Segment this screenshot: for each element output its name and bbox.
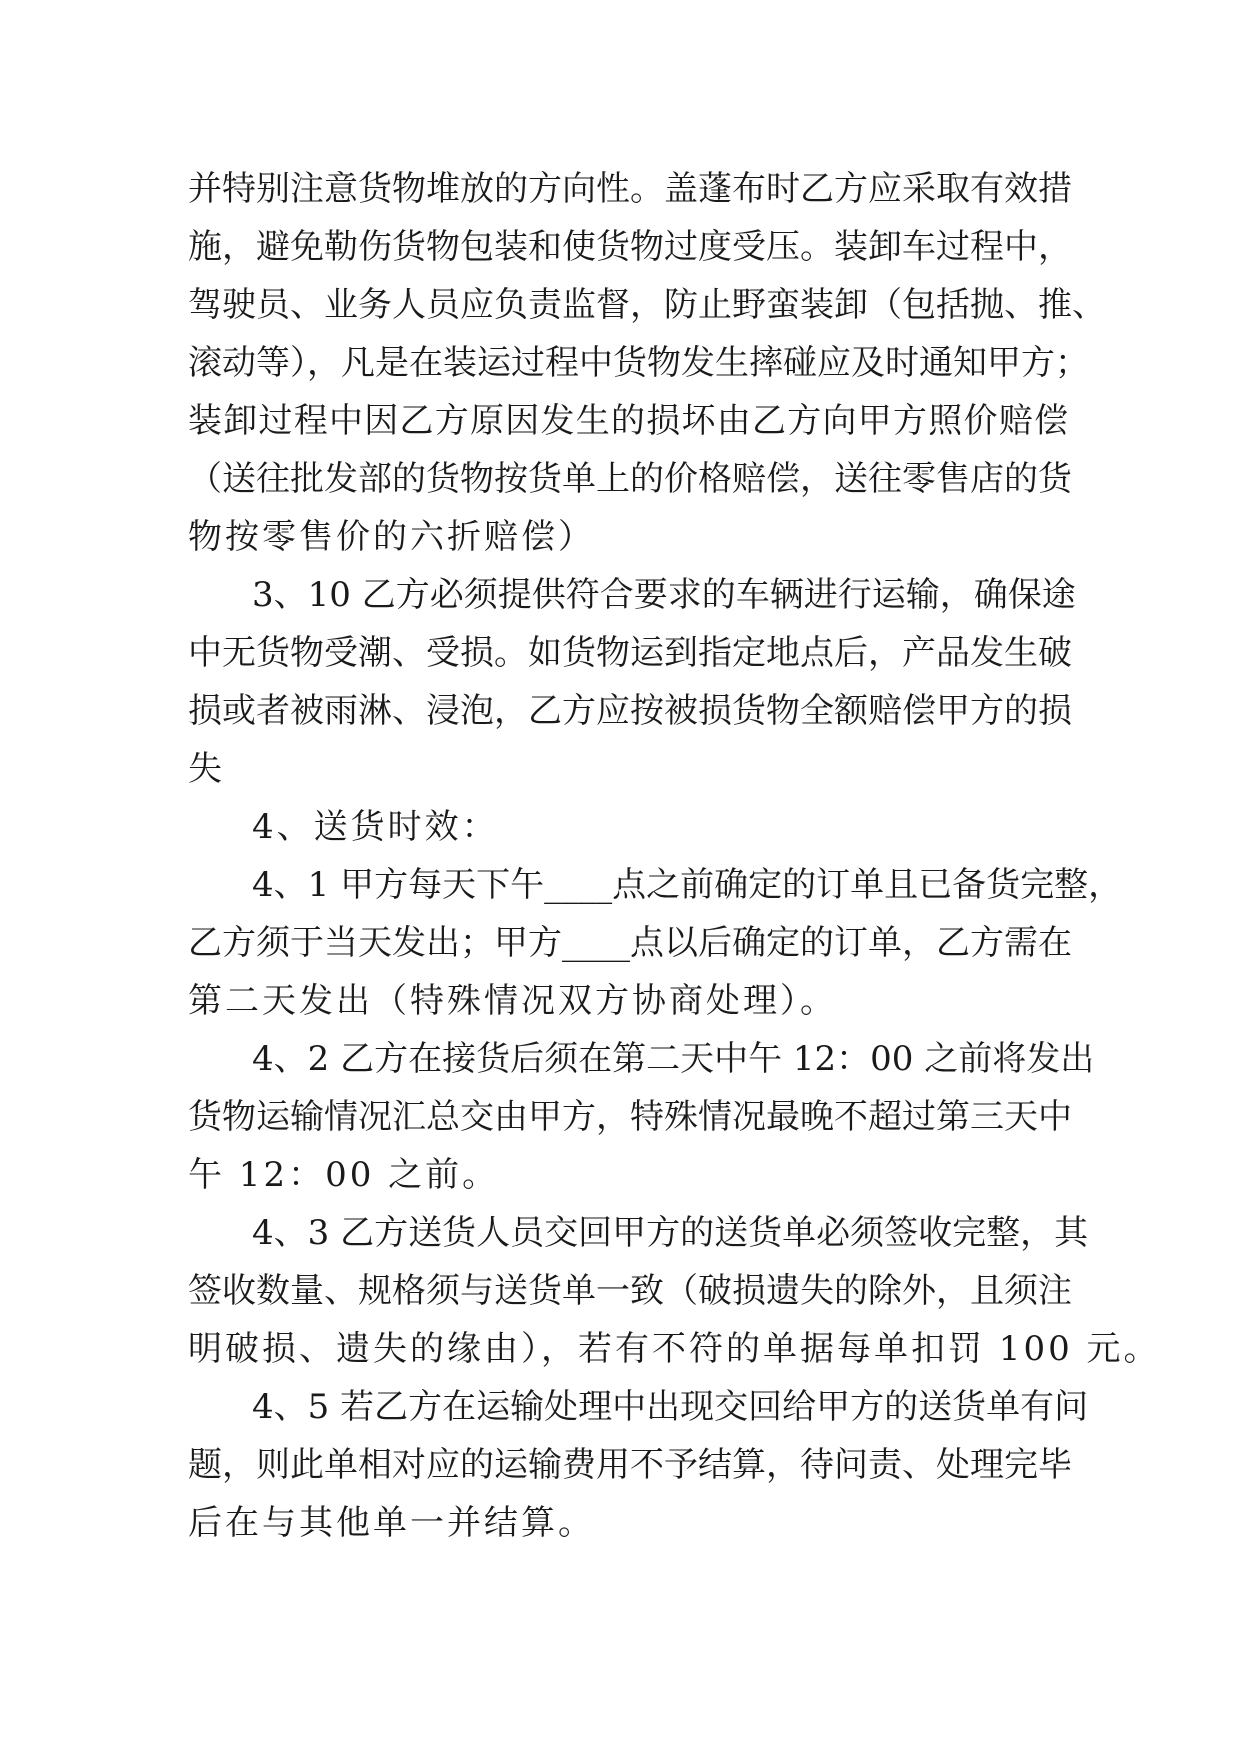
- section-heading: 4、送货时效：: [252, 807, 499, 847]
- paragraph-4-5-settlement: [188, 1378, 1089, 1552]
- text-line: 第二天发出（特殊情况双方协商处理）。: [188, 981, 837, 1021]
- text-line: 失: [188, 749, 225, 789]
- text-line: 明破损、遗失的缘由），若有不符的单据每单扣罚 100 元。: [188, 1329, 1161, 1369]
- text-line: 午 12：00 之前。: [188, 1155, 500, 1195]
- text-line: （送往批发部的货物按货单上的价格赔偿，送往零售店的货: [188, 459, 1072, 499]
- text-line: 4、2 乙方在接货后须在第二天中午 12：00 之前将发出: [252, 1039, 1095, 1079]
- text-line: 损或者被雨淋、浸泡，乙方应按被损货物全额赔偿甲方的损: [188, 691, 1072, 731]
- text-line: 3、10 乙方必须提供符合要求的车辆进行运输，确保途: [252, 575, 1076, 615]
- paragraph-4-2-report-deadline: [188, 1030, 1095, 1204]
- text-line: 4、5 若乙方在运输处理中出现交回给甲方的送货单有问: [252, 1387, 1089, 1427]
- text-line: 签收数量、规格须与送货单一致（破损遗失的除外，且须注: [188, 1271, 1072, 1311]
- paragraph-loading-protection: [188, 160, 1106, 566]
- text-line: 驾驶员、业务人员应负责监督，防止野蛮装卸（包括抛、推、: [188, 285, 1106, 325]
- paragraph-3-10-vehicle-requirement: [188, 566, 1076, 798]
- text-line: 中无货物受潮、受损。如货物运到指定地点后，产品发生破: [188, 633, 1072, 673]
- text-line: 题，则此单相对应的运输费用不予结算，待问责、处理完毕: [188, 1445, 1072, 1485]
- text-line: 并特别注意货物堆放的方向性。盖蓬布时乙方应采取有效措: [188, 169, 1072, 209]
- text-line: 4、1 甲方每天下午____点之前确定的订单且已备货完整，: [252, 865, 1123, 905]
- text-line: 后在与其他单一并结算。: [188, 1503, 595, 1543]
- text-line: 物按零售价的六折赔偿）: [188, 517, 595, 557]
- document-body: [188, 160, 1161, 1552]
- text-line: 货物运输情况汇总交由甲方，特殊情况最晚不超过第三天中: [188, 1097, 1072, 1137]
- text-line: 装卸过程中因乙方原因发生的损坏由乙方向甲方照价赔偿: [188, 401, 1068, 441]
- text-line: 施，避免勒伤货物包装和使货物过度受压。装卸车过程中，: [188, 227, 1072, 267]
- text-line: 4、3 乙方送货人员交回甲方的送货单必须签收完整，其: [252, 1213, 1089, 1253]
- section-heading-4-delivery-time: [188, 798, 1068, 856]
- text-line: 乙方须于当天发出；甲方____点以后确定的订单，乙方需在: [188, 923, 1072, 963]
- paragraph-4-3-delivery-receipt: [188, 1204, 1161, 1378]
- paragraph-4-1-order-cutoff: [188, 856, 1123, 1030]
- text-line: 滚动等），凡是在装运过程中货物发生摔碰应及时通知甲方；: [188, 343, 1089, 383]
